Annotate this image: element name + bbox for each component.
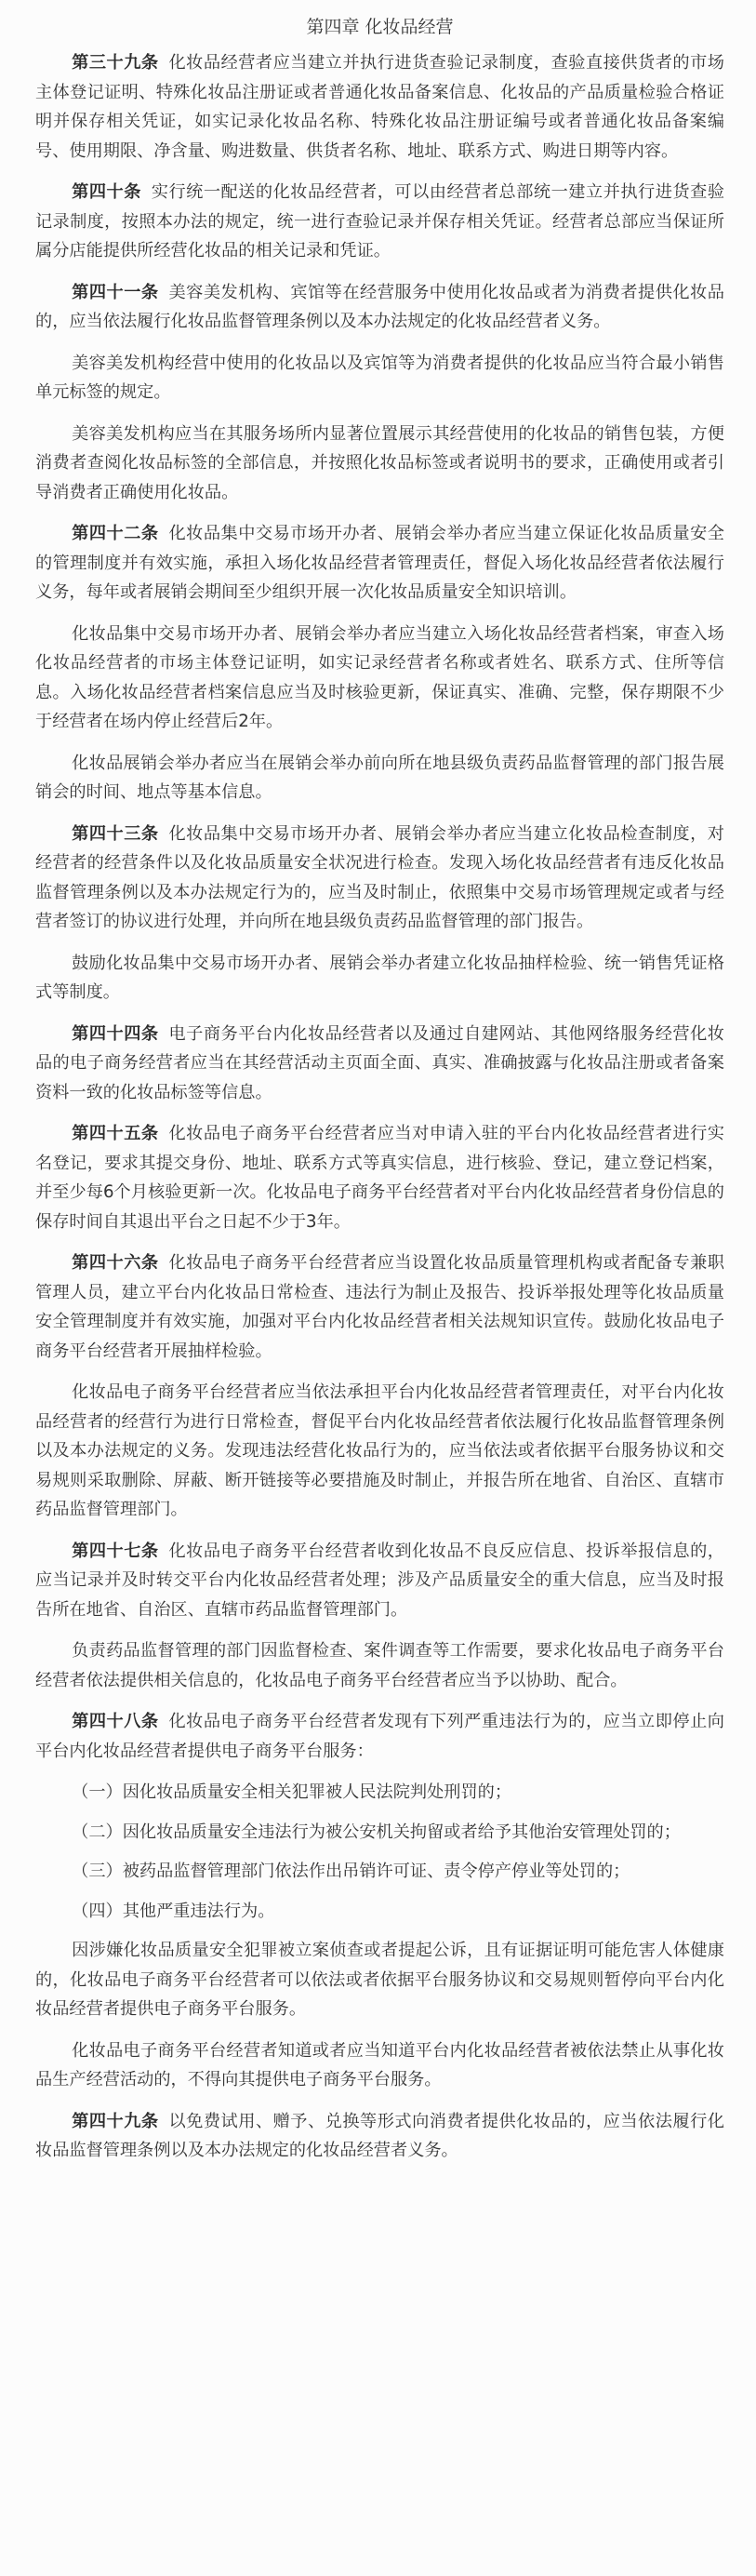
- article-number: 第四十条: [72, 182, 141, 202]
- paragraph: [35, 1020, 724, 1108]
- paragraph-text: 化妆品电子商务平台经营者知道或者应当知道平台内化妆品经营者被依法禁止从事化妆品生产经营活动的，不得向其提供电子商务平台服务。: [35, 2040, 724, 2089]
- paragraph-text: 电子商务平台内化妆品经营者以及通过自建网站、其他网络服务经营化妆品的电子商务经营者应当在其经营活动主页面全面、真实、准确披露与化妆品注册或者备案资料一致的化妆品标签等信息。: [35, 1023, 724, 1102]
- paragraph-text: 化妆品集中交易市场开办者、展销会举办者应当建立保证化妆品质量安全的管理制度并有效实施，承担入场化妆品经营者管理责任，督促入场化妆品经营者依法履行义务，每年或者展销会期间至少组织开展一次化妆品质量安全知识培训。: [35, 524, 724, 602]
- paragraph-text: 化妆品电子商务平台经营者应当设置化妆品质量管理机构或者配备专兼职管理人员，建立平台内化妆品日常检查、违法行为制止及报告、投诉举报处理等化妆品质量安全管理制度并有效实施，加强对平台内化妆品经营者相关法规知识宣传。鼓励化妆品电子商务平台经营者开展抽样检验。: [35, 1253, 724, 1361]
- paragraph: [35, 1119, 724, 1236]
- paragraph: [35, 620, 724, 737]
- paragraph: [35, 2036, 724, 2095]
- paragraph-text: 化妆品电子商务平台经营者发现有下列严重违法行为的，应当立即停止向平台内化妆品经营者提供电子商务平台服务：: [35, 1712, 724, 1761]
- paragraph: [35, 420, 724, 508]
- paragraph-text: 因涉嫌化妆品质量安全犯罪被立案侦查或者提起公诉，且有证据证明可能危害人体健康的，化妆品电子商务平台经营者可以依法或者依据平台服务协议和交易规则暂停向平台内化妆品经营者提供电子商务平台服务。: [35, 1941, 724, 2019]
- paragraph: [35, 2107, 724, 2166]
- paragraph: [35, 178, 724, 266]
- paragraph: [35, 1248, 724, 1366]
- paragraph-text: 实行统一配送的化妆品经营者，可以由经营者总部统一建立并执行进货查验记录制度，按照本办法的规定，统一进行查验记录并保存相关凭证。经营者总部应当保证所属分店能提供所经营化妆品的相关记录和凭证。: [35, 182, 724, 260]
- paragraph-text: 化妆品电子商务平台经营者收到化妆品不良反应信息、投诉举报信息的，应当记录并及时转交平台内化妆品经营者处理；涉及产品质量安全的重大信息，应当及时报告所在地省、自治区、直辖市药品监督管理部门。: [35, 1541, 724, 1620]
- paragraph: [35, 1707, 724, 1766]
- chapter-title: 第四章 化妆品经营: [306, 17, 454, 37]
- article-number: 第四十六条: [72, 1253, 159, 1273]
- article-number: 第四十九条: [72, 2111, 159, 2131]
- paragraph: [35, 1936, 724, 2024]
- closing-paragraph-list: [35, 1936, 724, 2166]
- article-number: 第四十八条: [72, 1712, 159, 1731]
- paragraph: [35, 820, 724, 937]
- paragraph: [35, 1636, 724, 1695]
- paragraph-text: 化妆品经营者应当建立并执行进货查验记录制度，查验直接供货者的市场主体登记证明、特殊化妆品注册证或者普通化妆品备案信息、化妆品的产品质量检验合格证明并保存相关凭证，如实记录化妆品名称、特殊化妆品注册证编号或者普通化妆品备案编号、使用期限、净含量、购进数量、供货者名称、地址、联系方式、购进日期等内容。: [35, 53, 724, 161]
- list-item: （一）因化妆品质量安全相关犯罪被人民法院判处刑罚的；: [72, 1782, 512, 1802]
- paragraph: [35, 749, 724, 808]
- list-item: （四）其他严重违法行为。: [72, 1901, 275, 1921]
- paragraph-text: 化妆品电子商务平台经营者应当依法承担平台内化妆品经营者管理责任，对平台内化妆品经营者的经营行为进行日常检查，督促平台内化妆品经营者依法履行化妆品监督管理条例以及本办法规定的义务。发现违法经营化妆品行为的，应当依法或者依据平台服务协议和交易规则采取删除、屏蔽、断开链接等必要措施及时制止，并报告所在地省、自治区、直辖市药品监督管理部门。: [35, 1382, 724, 1519]
- paragraph-text: 美容美发机构、宾馆等在经营服务中使用化妆品或者为消费者提供化妆品的，应当依法履行化妆品监督管理条例以及本办法规定的化妆品经营者义务。: [35, 282, 724, 331]
- paragraph-list: [35, 48, 724, 1766]
- article-number: 第四十七条: [72, 1541, 159, 1561]
- article-number: 第四十四条: [72, 1023, 159, 1044]
- paragraph: [35, 278, 724, 337]
- list-item: （三）被药品监督管理部门依法作出吊销许可证、责令停产停业等处罚的；: [72, 1862, 630, 1881]
- paragraph: [35, 519, 724, 607]
- paragraph-text: 以免费试用、赠予、兑换等形式向消费者提供化妆品的，应当依法履行化妆品监督管理条例以及本办法规定的化妆品经营者义务。: [35, 2111, 724, 2160]
- paragraph-text: 化妆品电子商务平台经营者应当对申请入驻的平台内化妆品经营者进行实名登记，要求其提交身份、地址、联系方式等真实信息，进行核验、登记，建立登记档案，并至少每6个月核验更新一次。化妆品电子商务平台经营者对平台内化妆品经营者身份信息的保存时间自其退出平台之日起不少于3年。: [35, 1124, 724, 1232]
- article-number: 第四十五条: [72, 1124, 159, 1143]
- paragraph: [35, 349, 724, 407]
- paragraph: [35, 48, 724, 166]
- paragraph-text: 化妆品集中交易市场开办者、展销会举办者应当建立化妆品检查制度，对经营者的经营条件以及化妆品质量安全状况进行检查。发现入场化妆品经营者有违反化妆品监督管理条例以及本办法规定行为的，应当及时制止，依照集中交易市场管理规定或者与经营者签订的协议进行处理，并向所在地县级负责药品监督管理的部门报告。: [35, 823, 724, 931]
- paragraph-text: 化妆品展销会举办者应当在展销会举办前向所在地县级负责药品监督管理的部门报告展销会的时间、地点等基本信息。: [35, 753, 724, 802]
- list-item: （二）因化妆品质量安全违法行为被公安机关拘留或者给予其他治安管理处罚的；: [72, 1822, 681, 1842]
- paragraph-text: 美容美发机构经营中使用的化妆品以及宾馆等为消费者提供的化妆品应当符合最小销售单元标签的规定。: [35, 353, 724, 402]
- paragraph: [35, 949, 724, 1008]
- paragraph-text: 美容美发机构应当在其服务场所内显著位置展示其经营使用的化妆品的销售包装，方便消费者查阅化妆品标签的全部信息，并按照化妆品标签或者说明书的要求，正确使用或者引导消费者正确使用化妆品。: [35, 423, 724, 502]
- article-number: 第四十三条: [72, 823, 159, 844]
- numbered-list: [35, 1778, 724, 1926]
- article-number: 第三十九条: [72, 53, 159, 73]
- paragraph-text: 鼓励化妆品集中交易市场开办者、展销会举办者建立化妆品抽样检验、统一销售凭证格式等制度。: [35, 953, 724, 1002]
- paragraph-text: 化妆品集中交易市场开办者、展销会举办者应当建立入场化妆品经营者档案，审查入场化妆品经营者的市场主体登记证明，如实记录经营者名称或者姓名、联系方式、住所等信息。入场化妆品经营者档案信息应当及时核验更新，保证真实、准确、完整，保存期限不少于经营者在场内停止经营后2年。: [35, 623, 724, 731]
- paragraph: [35, 1378, 724, 1525]
- article-number: 第四十一条: [72, 282, 159, 302]
- paragraph: [35, 1537, 724, 1625]
- paragraph-text: 负责药品监督管理的部门因监督检查、案件调查等工作需要，要求化妆品电子商务平台经营者依法提供相关信息的，化妆品电子商务平台经营者应当予以协助、配合。: [35, 1641, 724, 1690]
- article-number: 第四十二条: [72, 524, 159, 543]
